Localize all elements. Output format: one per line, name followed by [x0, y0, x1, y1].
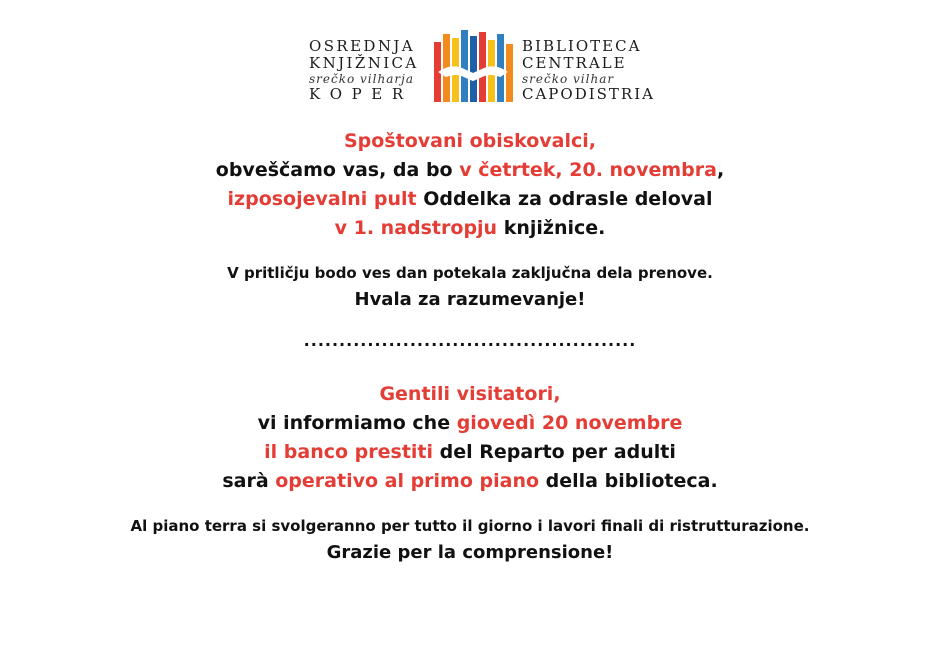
highlight-counter: izposojevalni pult: [227, 188, 417, 210]
spacer: [0, 243, 940, 261]
slovene-line-2: [0, 156, 940, 185]
highlight-floor: operativo al primo piano: [275, 470, 540, 492]
logo-line: CENTRALE: [522, 54, 627, 72]
slovene-note: V pritličju bodo ves dan potekala zaključna dela prenove.: [227, 264, 713, 282]
text-fragment: knjižnice.: [497, 217, 606, 239]
logo-line: BIBLIOTECA: [522, 37, 642, 55]
highlight-date: v četrtek, 20. novembra: [459, 159, 717, 181]
library-books-logo-icon: [430, 28, 516, 104]
book-spine: [479, 32, 486, 102]
highlight-date: giovedì 20 novembre: [456, 412, 683, 434]
slovene-notice: [0, 127, 940, 314]
logo-line: srečko vilhar: [522, 72, 615, 86]
divider: ...............................................: [303, 331, 637, 350]
logo-line: CAPODISTRIA: [522, 85, 655, 103]
logo-line: OSREDNJA: [309, 37, 416, 55]
text-fragment: ,: [716, 159, 725, 181]
logo-line: KNJIŽNICA: [309, 54, 419, 72]
spacer: [0, 314, 940, 330]
highlight-counter: il banco prestiti: [264, 441, 434, 463]
spacer: [0, 496, 940, 514]
spacer: [0, 352, 940, 380]
italian-line-4: [0, 467, 940, 496]
slovene-thanks: Hvala za razumevanje!: [354, 289, 586, 310]
book-spine: [506, 44, 513, 102]
italian-greeting: Gentili visitatori,: [379, 383, 561, 405]
italian-thanks: Grazie per la comprensione!: [326, 542, 614, 563]
text-fragment: Oddelka za odrasle deloval: [416, 188, 713, 210]
italian-line-2: [0, 409, 940, 438]
highlight-floor: v 1. nadstropju: [334, 217, 498, 239]
italian-line-3: [0, 438, 940, 467]
slovene-line-3: [0, 185, 940, 214]
logo-line: K O P E R: [309, 85, 406, 103]
text-fragment: della biblioteca.: [539, 470, 718, 492]
italian-note: Al piano terra si svolgeranno per tutto il giorno i lavori finali di ristrutturazione.: [130, 517, 810, 535]
text-fragment: del Reparto per adulti: [433, 441, 676, 463]
library-header: [0, 28, 940, 108]
book-spine: [461, 30, 468, 102]
text-fragment: vi informiamo che: [257, 412, 457, 434]
text-fragment: obveščamo vas, da bo: [215, 159, 460, 181]
book-spine: [470, 36, 477, 102]
logo-text-slovene: [309, 38, 419, 103]
logo-line: srečko vilharja: [309, 72, 414, 86]
slovene-line-4: [0, 214, 940, 243]
notice-body: [0, 127, 940, 567]
logo-text-italian: [522, 38, 655, 103]
text-fragment: sarà: [222, 470, 276, 492]
slovene-greeting: Spoštovani obiskovalci,: [343, 130, 596, 152]
italian-notice: [0, 380, 940, 567]
